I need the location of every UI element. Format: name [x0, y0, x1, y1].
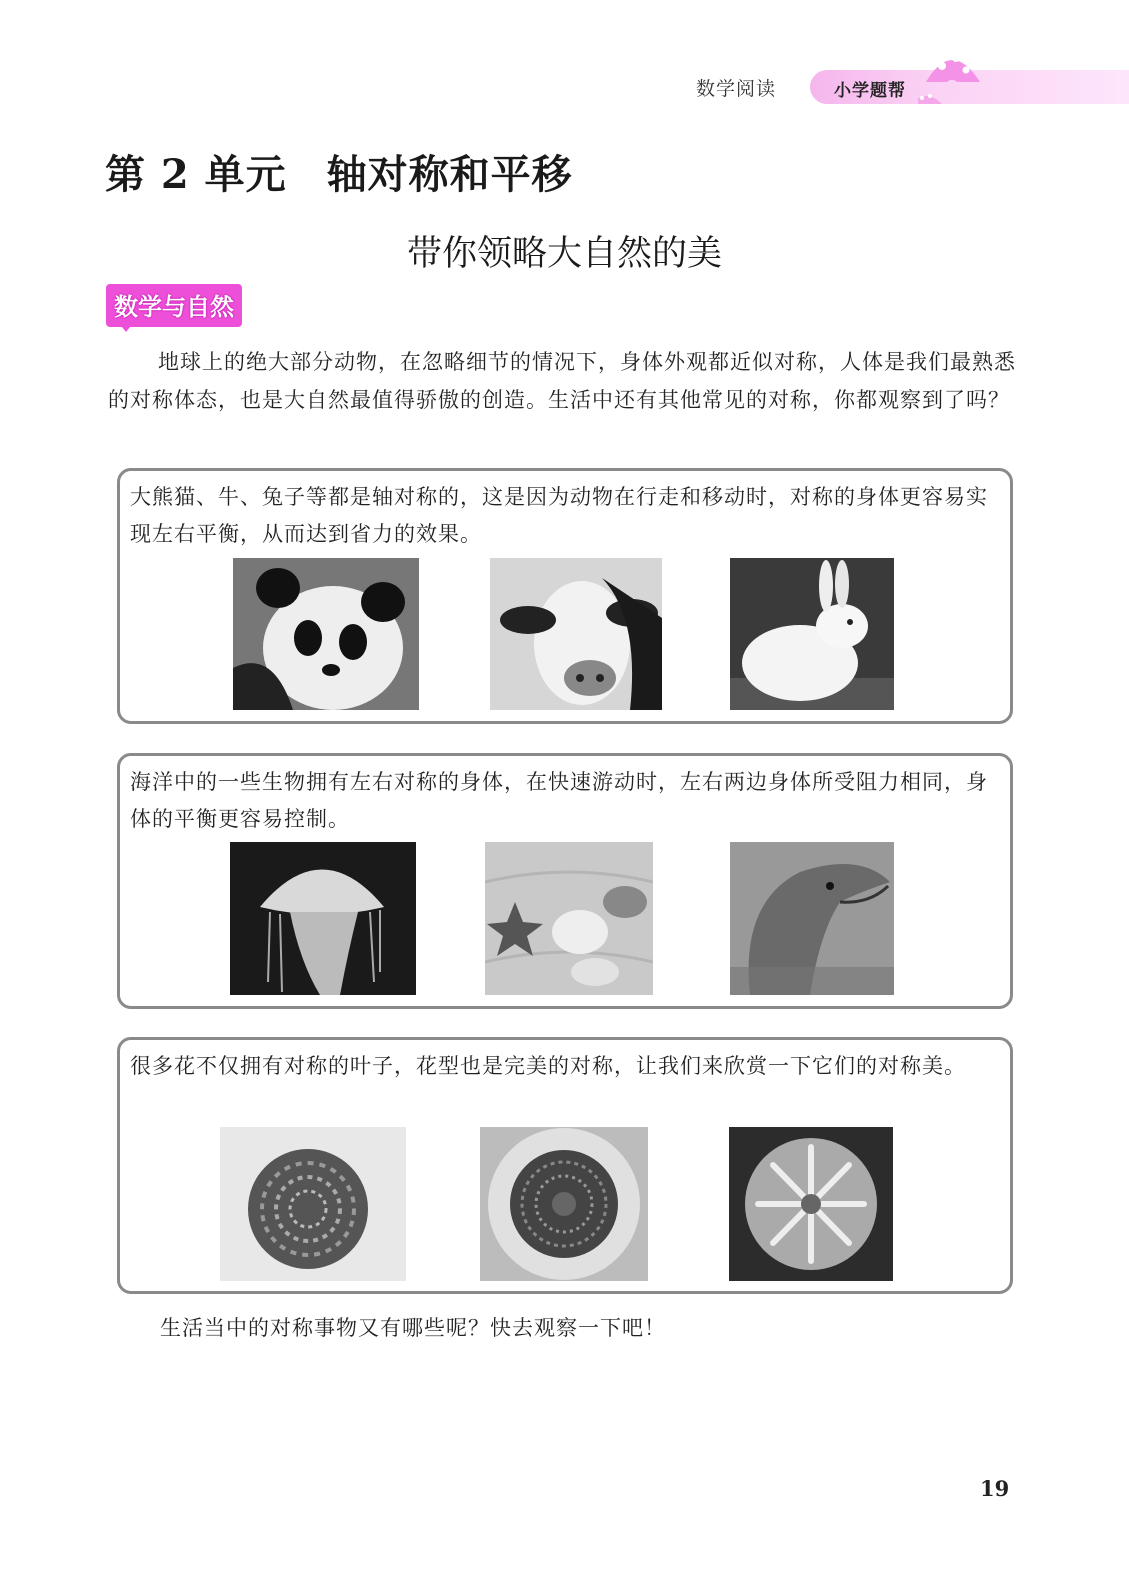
sea-box-text: 海洋中的一些生物拥有左右对称的身体，在快速游动时，左右两边身体所受阻力相同，身体的平衡更容易控制。 [130, 770, 988, 831]
succulent-flower-photo [729, 1127, 893, 1281]
animals-box [117, 468, 1013, 724]
animals-box-text: 大熊猫、牛、兔子等都是轴对称的，这是因为动物在行走和移动时，对称的身体更容易实现左右平衡，从而达到省力的效果。 [130, 485, 988, 546]
article-title: 带你领略大自然的美 [406, 234, 722, 274]
rabbit-photo [730, 558, 894, 710]
jellyfish-photo [230, 842, 416, 995]
panda-photo [233, 558, 419, 710]
dahlia-photo [220, 1127, 406, 1281]
section-tag-label: 数学与自然 [106, 284, 242, 327]
sunflower-photo [480, 1127, 648, 1281]
cow-photo [490, 558, 662, 710]
intro-paragraph: 地球上的绝大部分动物，在忽略细节的情况下，身体外观都近似对称，人体是我们最熟悉的对称体态，也是大自然最值得骄傲的创造。生活中还有其他常见的对称，你都观察到了吗？ [108, 350, 1016, 412]
page-number: 19 [980, 1476, 1010, 1501]
unit-number: 第 2 单元 [105, 151, 287, 198]
flowers-box [117, 1037, 1013, 1294]
dolphin-photo [730, 842, 894, 995]
page-header [690, 62, 1129, 108]
unit-title [105, 143, 573, 200]
flowers-box-text: 很多花不仅拥有对称的叶子，花型也是完美的对称，让我们来欣赏一下它们的对称美。 [130, 1054, 966, 1078]
header-brand: 小学题帮 [834, 81, 906, 101]
sea-box [117, 753, 1013, 1009]
unit-topic: 轴对称和平移 [326, 151, 573, 198]
header-section-label: 数学阅读 [696, 78, 777, 100]
section-tag-tail [118, 322, 134, 332]
section-tag [106, 284, 242, 327]
mushroom-icon [918, 40, 1018, 124]
starfish-shells-photo [485, 842, 653, 995]
outro-text: 生活当中的对称事物又有哪些呢？快去观察一下吧！ [160, 1316, 666, 1340]
